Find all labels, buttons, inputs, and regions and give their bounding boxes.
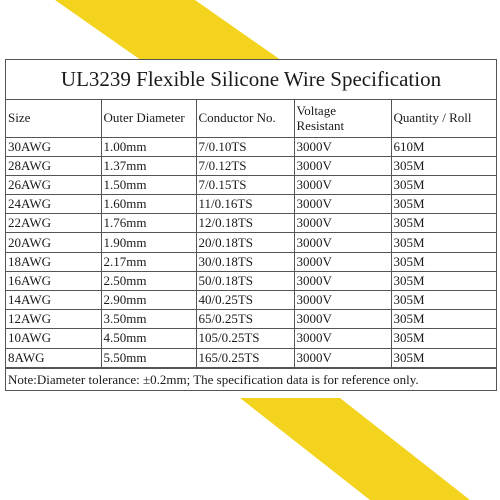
- spec-table-body: [6, 137, 496, 367]
- cell-quantity: 305M: [391, 271, 496, 290]
- cell-voltage: 3000V: [294, 348, 391, 367]
- table-row: [6, 214, 496, 233]
- table-row: [6, 310, 496, 329]
- header-voltage-resistant: [294, 100, 391, 137]
- cell-conductor-no: 65/0.25TS: [196, 310, 294, 329]
- spec-title: UL3239 Flexible Silicone Wire Specification: [6, 60, 496, 100]
- cell-outer-diameter: 5.50mm: [101, 348, 196, 367]
- cell-conductor-no: 40/0.25TS: [196, 291, 294, 310]
- cell-voltage: 3000V: [294, 233, 391, 252]
- spec-table-header: [6, 100, 496, 137]
- cell-voltage: 3000V: [294, 214, 391, 233]
- cell-size: 24AWG: [6, 195, 101, 214]
- header-conductor-no: Conductor No.: [196, 100, 294, 137]
- cell-quantity: 305M: [391, 156, 496, 175]
- cell-voltage: 3000V: [294, 175, 391, 194]
- cell-size: 16AWG: [6, 271, 101, 290]
- cell-outer-diameter: 2.17mm: [101, 252, 196, 271]
- cell-conductor-no: 7/0.10TS: [196, 137, 294, 156]
- cell-quantity: 305M: [391, 195, 496, 214]
- cell-outer-diameter: 1.50mm: [101, 175, 196, 194]
- table-row: [6, 233, 496, 252]
- cell-quantity: 305M: [391, 310, 496, 329]
- cell-size: 26AWG: [6, 175, 101, 194]
- cell-size: 22AWG: [6, 214, 101, 233]
- cell-size: 30AWG: [6, 137, 101, 156]
- cell-voltage: 3000V: [294, 310, 391, 329]
- cell-conductor-no: 11/0.16TS: [196, 195, 294, 214]
- cell-outer-diameter: 1.76mm: [101, 214, 196, 233]
- cell-quantity: 305M: [391, 214, 496, 233]
- header-quantity-per-roll: Quantity / Roll: [391, 100, 496, 137]
- cell-quantity: 305M: [391, 348, 496, 367]
- spec-table: [6, 100, 496, 368]
- cell-outer-diameter: 1.90mm: [101, 233, 196, 252]
- cell-size: 28AWG: [6, 156, 101, 175]
- cell-voltage: 3000V: [294, 291, 391, 310]
- cell-conductor-no: 105/0.25TS: [196, 329, 294, 348]
- header-outer-diameter: Outer Diameter: [101, 100, 196, 137]
- cell-outer-diameter: 2.50mm: [101, 271, 196, 290]
- cell-outer-diameter: 2.90mm: [101, 291, 196, 310]
- cell-voltage: 3000V: [294, 252, 391, 271]
- cell-size: 12AWG: [6, 310, 101, 329]
- cell-conductor-no: 50/0.18TS: [196, 271, 294, 290]
- cell-voltage: 3000V: [294, 271, 391, 290]
- cell-voltage: 3000V: [294, 137, 391, 156]
- cell-quantity: 305M: [391, 291, 496, 310]
- cell-conductor-no: 165/0.25TS: [196, 348, 294, 367]
- spec-note: Note:Diameter tolerance: ±0.2mm; The specification data is for reference only.: [6, 368, 496, 390]
- header-voltage-line1: Voltage: [296, 103, 336, 119]
- cell-voltage: 3000V: [294, 156, 391, 175]
- cell-quantity: 305M: [391, 252, 496, 271]
- header-size: Size: [6, 100, 101, 137]
- cell-conductor-no: 12/0.18TS: [196, 214, 294, 233]
- header-voltage-line2: Resistant: [296, 118, 345, 134]
- cell-voltage: 3000V: [294, 195, 391, 214]
- header-row: [6, 100, 496, 137]
- cell-size: 10AWG: [6, 329, 101, 348]
- decorative-stripe-bottom: [240, 398, 470, 500]
- cell-conductor-no: 7/0.15TS: [196, 175, 294, 194]
- cell-quantity: 305M: [391, 233, 496, 252]
- table-row: [6, 348, 496, 367]
- spec-sheet: [5, 59, 497, 391]
- table-row: [6, 137, 496, 156]
- cell-outer-diameter: 1.37mm: [101, 156, 196, 175]
- cell-size: 14AWG: [6, 291, 101, 310]
- cell-quantity: 305M: [391, 329, 496, 348]
- cell-outer-diameter: 3.50mm: [101, 310, 196, 329]
- table-row: [6, 329, 496, 348]
- cell-quantity: 610M: [391, 137, 496, 156]
- cell-voltage: 3000V: [294, 329, 391, 348]
- table-row: [6, 156, 496, 175]
- table-row: [6, 252, 496, 271]
- cell-conductor-no: 7/0.12TS: [196, 156, 294, 175]
- cell-size: 20AWG: [6, 233, 101, 252]
- table-row: [6, 291, 496, 310]
- cell-size: 18AWG: [6, 252, 101, 271]
- cell-outer-diameter: 4.50mm: [101, 329, 196, 348]
- table-row: [6, 175, 496, 194]
- cell-outer-diameter: 1.60mm: [101, 195, 196, 214]
- cell-conductor-no: 30/0.18TS: [196, 252, 294, 271]
- table-row: [6, 195, 496, 214]
- cell-size: 8AWG: [6, 348, 101, 367]
- cell-quantity: 305M: [391, 175, 496, 194]
- cell-outer-diameter: 1.00mm: [101, 137, 196, 156]
- table-row: [6, 271, 496, 290]
- cell-conductor-no: 20/0.18TS: [196, 233, 294, 252]
